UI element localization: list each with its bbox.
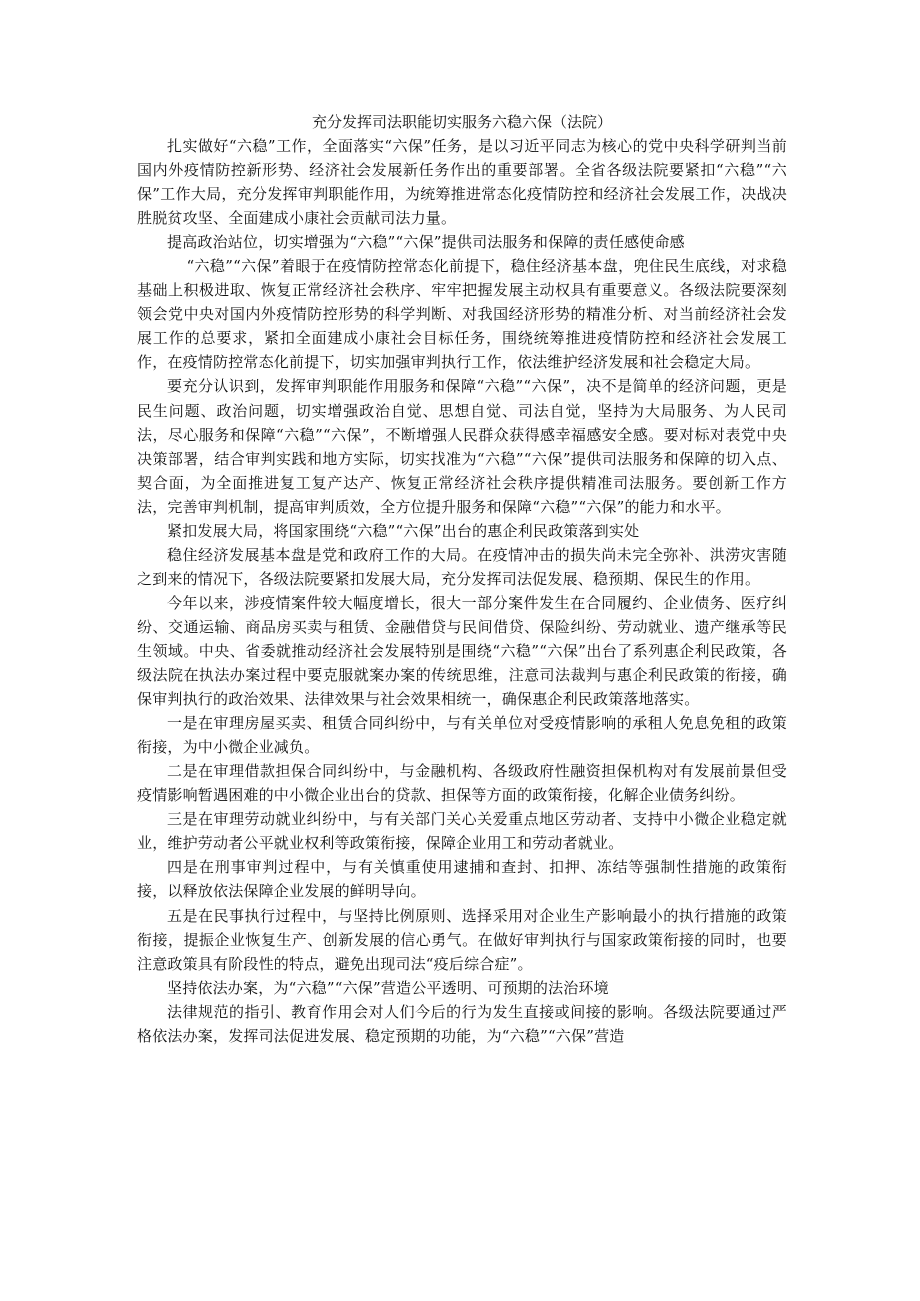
paragraph-point-four: 四是在刑事审判过程中，与有关慎重使用逮捕和查封、扣押、冻结等强制性措施的政策衔接，以释放依法保障企业发展的鲜明导向。	[137, 858, 787, 901]
paragraph-legal-norms: 法律规范的指引、教育作用会对人们今后的行为发生直接或间接的影响。各级法院要通过严格依法办案，发挥司法促进发展、稳定预期的功能，为“六稳”“六保”营造	[137, 1002, 787, 1045]
section-heading-rule-of-law: 坚持依法办案，为“六稳”“六保”营造公平透明、可预期的法治环境	[167, 978, 609, 997]
paragraph-full-awareness: 要充分认识到，发挥审判职能作用服务和保障“六稳”“六保”，决不是简单的经济问题，更是民生问题、政治问题，切实增强政治自觉、思想自觉、司法自觉，坚持为大局服务、为人民司法，尽心服务和保障“六稳”“六保”，不断增强人民群众获得感幸福感安全感。要对标对表党中央决策部署，结合审判实践和地方实际，切实找准为“六稳”“六保”提供司法服务和保障的切入点、契合面，为全面推进复工复产达产、恢复正常经济社会秩序提供精准司法服务。要创新工作方法，完善审判机制，提高审判质效，全方位提升服务和保障“六稳”“六保”的能力和水平。	[137, 377, 787, 516]
paragraph-point-five: 五是在民事执行过程中，与坚持比例原则、选择采用对企业生产影响最小的执行措施的政策衔接，提振企业恢复生产、创新发展的信心勇气。在做好审判执行与国家政策衔接的同时，也要注意政策具有阶段性的特点，避免出现司法“疫后综合症”。	[137, 906, 787, 973]
section-heading-development: 紧扣发展大局，将国家围绕“六稳”“六保”出台的惠企利民政策落到实处	[167, 521, 640, 540]
paragraph-economic-base: 稳住经济发展基本盘是党和政府工作的大局。在疫情冲击的损失尚未完全弥补、洪涝灾害随之到来的情况下，各级法院要紧扣发展大局，充分发挥司法促发展、稳预期、保民生的作用。	[137, 545, 787, 588]
paragraph-point-two: 二是在审理借款担保合同纠纷中，与金融机构、各级政府性融资担保机构对有发展前景但受疫情影响暂遇困难的中小微企业出台的贷款、担保等方面的政策衔接，化解企业债务纠纷。	[137, 762, 787, 805]
paragraph-intro: 扎实做好“六稳”工作，全面落实“六保”任务，是以习近平同志为核心的党中央科学研判当前国内外疫情防控新形势、经济社会发展新任务作出的重要部署。全省各级法院要紧扣“六稳”“六保”工作大局，充分发挥审判职能作用，为统筹推进常态化疫情防控和经济社会发展工作，决战决胜脱贫攻坚、全面建成小康社会贡献司法力量。	[137, 137, 787, 228]
paragraph-epidemic-cases: 今年以来，涉疫情案件较大幅度增长，很大一部分案件发生在合同履约、企业债务、医疗纠纷、交通运输、商品房买卖与租赁、金融借贷与民间借贷、保险纠纷、劳动就业、遗产继承等民生领域。中央、省委就推动经济社会发展特别是围绕“六稳”“六保”出台了系列惠企利民政策，各级法院在执法办案过程中要克服就案办案的传统思维，注意司法裁判与惠企利民政策的衔接，确保审判执行的政治效果、法律效果与社会效果相统一，确保惠企利民政策落地落实。	[137, 593, 787, 709]
document-page	[137, 111, 787, 1048]
paragraph-point-one: 一是在审理房屋买卖、租赁合同纠纷中，与有关单位对受疫情影响的承租人免息免租的政策衔接，为中小微企业减负。	[137, 714, 787, 757]
paragraph-point-three: 三是在审理劳动就业纠纷中，与有关部门关心关爱重点地区劳动者、支持中小微企业稳定就业，维护劳动者公平就业权利等政策衔接，保障企业用工和劳动者就业。	[137, 810, 787, 853]
paragraph-six-stabilities-meaning: “六稳”“六保”着眼于在疫情防控常态化前提下，稳住经济基本盘，兜住民生底线，对求稳基础上积极进取、恢复正常经济社会秩序、牢牢把握发展主动权具有重要意义。各级法院要深刻领会党中央对国内外疫情防控形势的科学判断、对我国经济形势的精准分析、对当前经济社会发展工作的总要求，紧扣全面建成小康社会目标任务，围绕统筹推进疫情防控和经济社会发展工作，在疫情防控常态化前提下，切实加强审判执行工作，依法维护经济发展和社会稳定大局。	[137, 257, 787, 372]
section-heading-political-stance: 提高政治站位，切实增强为“六稳”“六保”提供司法服务和保障的责任感使命感	[167, 233, 685, 252]
document-title: 充分发挥司法职能切实服务六稳六保（法院）	[311, 113, 612, 131]
